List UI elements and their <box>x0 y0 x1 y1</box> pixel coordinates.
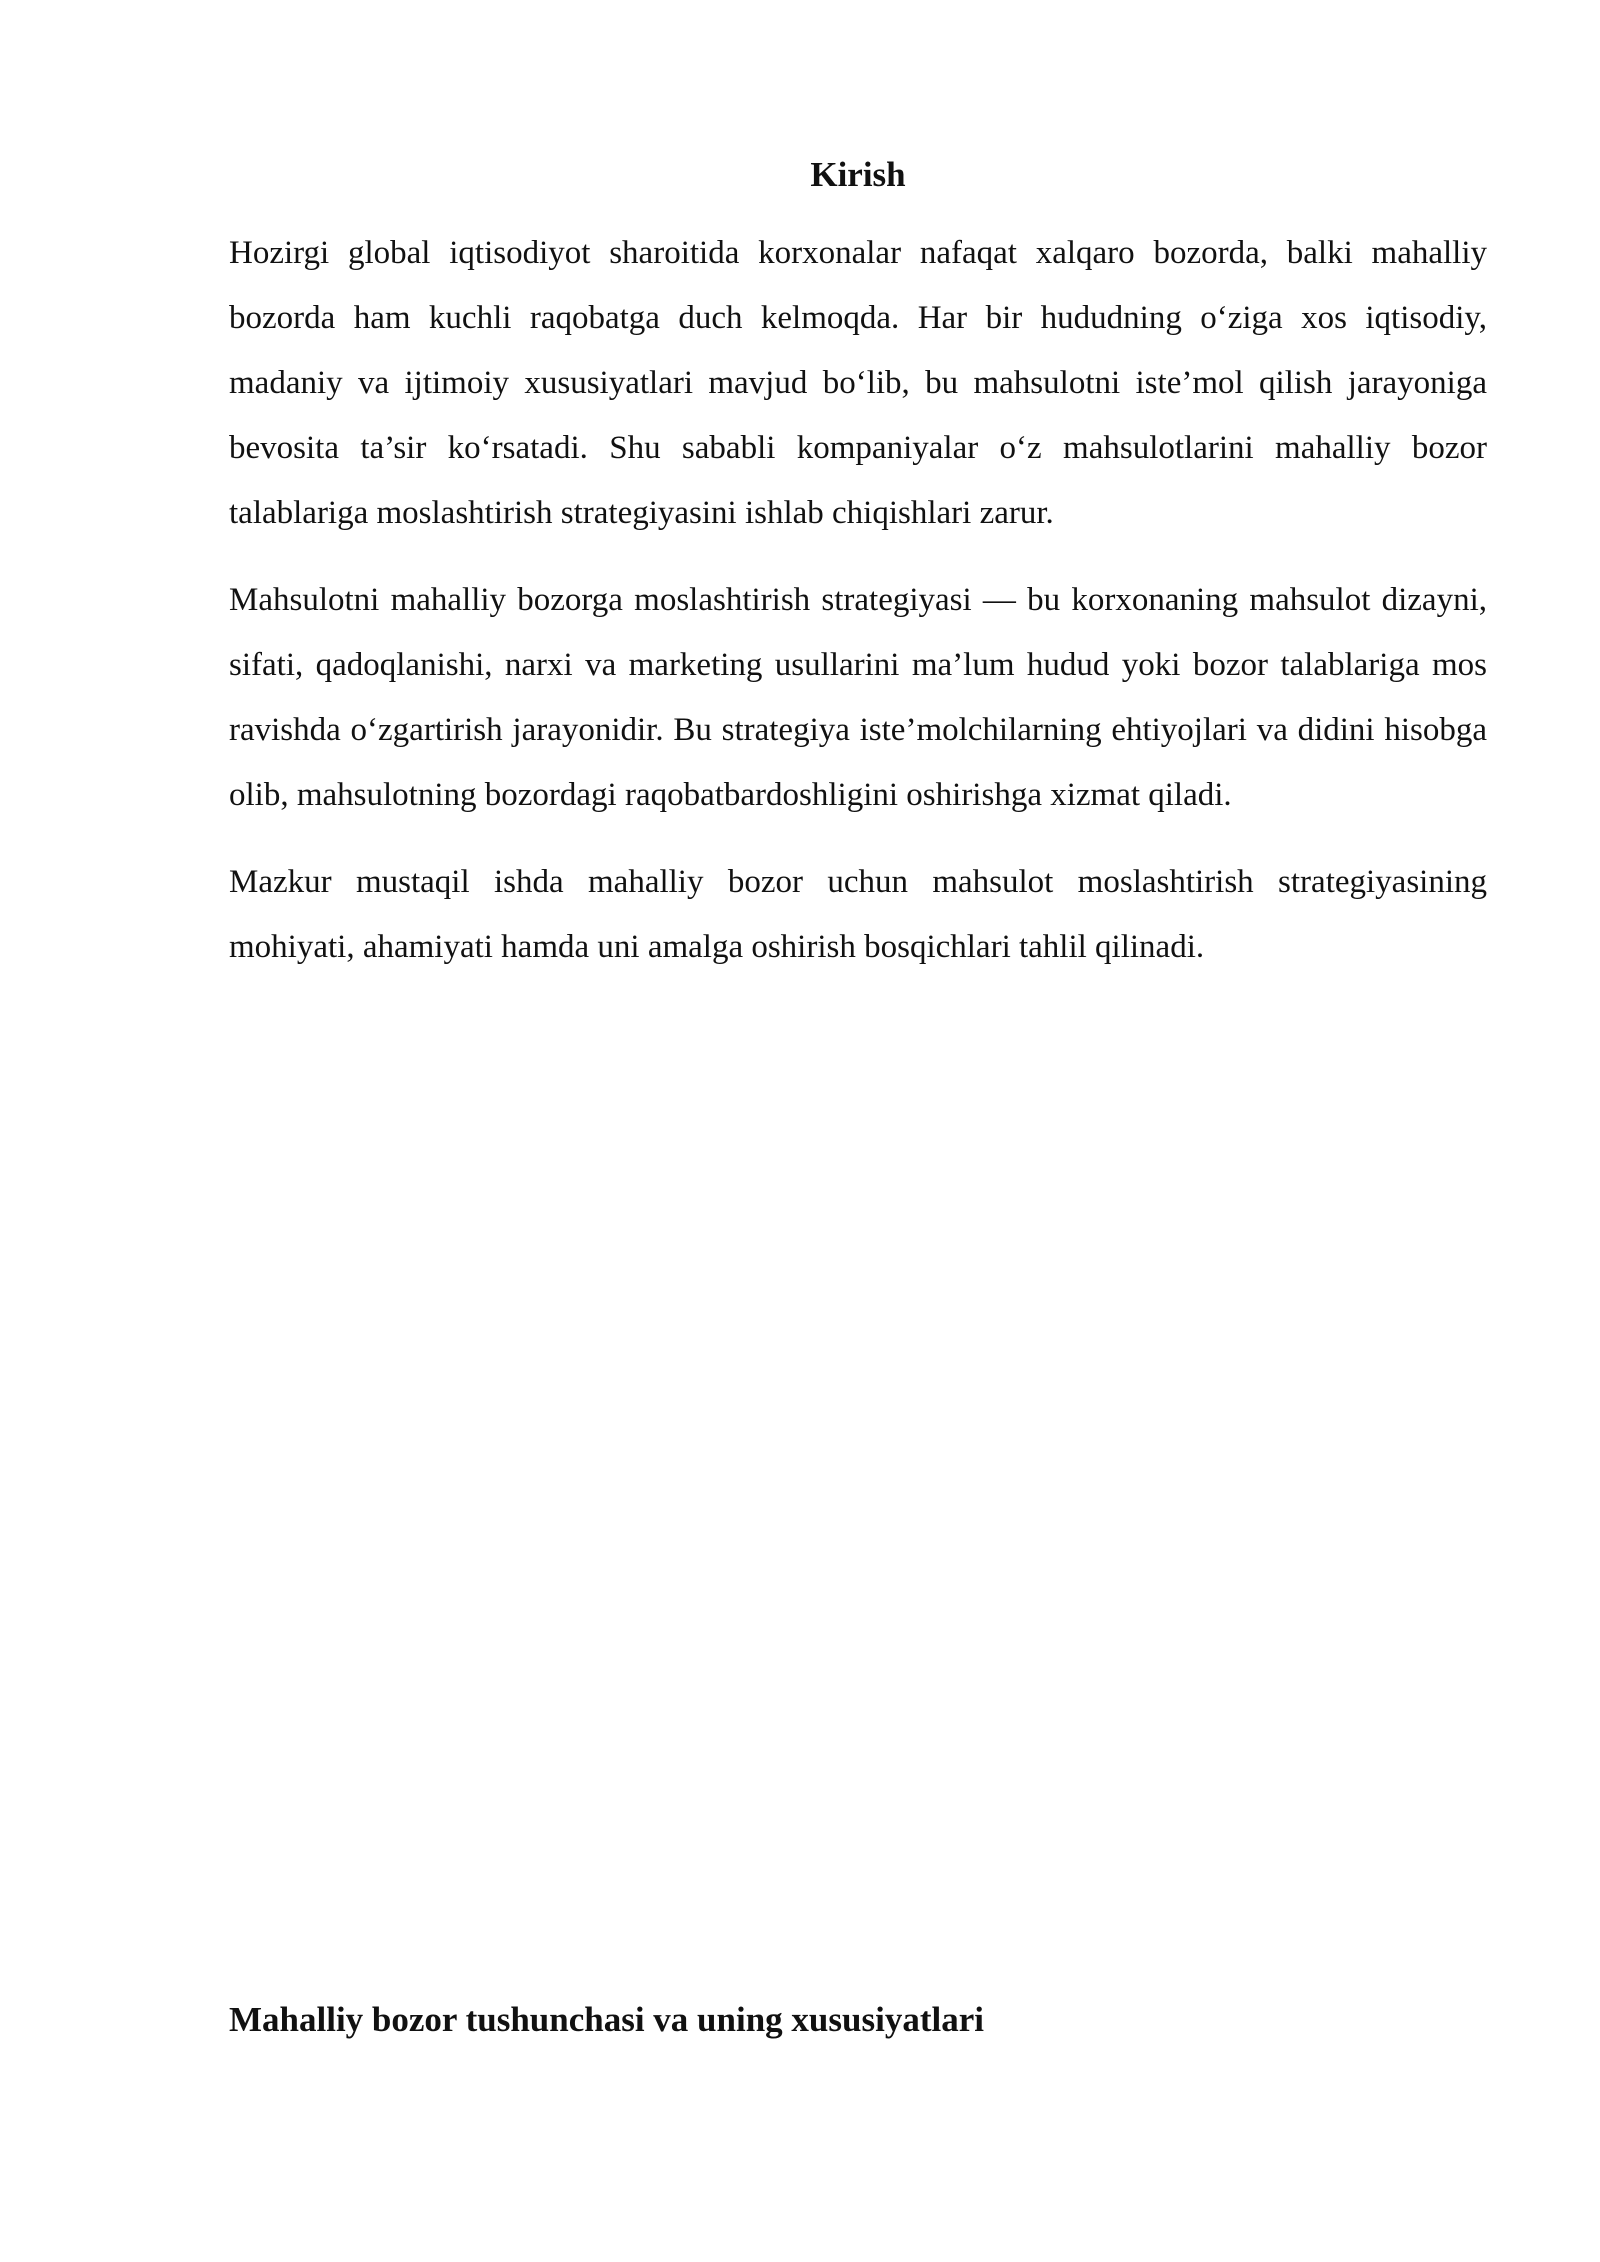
section-heading: Mahalliy bozor tushunchasi va uning xususiyatlari <box>229 2000 984 2039</box>
paragraph-3: Mazkur mustaqil ishda mahalliy bozor uchun mahsulot moslashtirish strategiyasining mohiyati, ahamiyati hamda uni amalga oshirish bosqichlari tahlil qilinadi. <box>229 864 1487 965</box>
document-body <box>229 145 1487 1002</box>
page-title: Kirish <box>810 155 906 194</box>
paragraph-1: Hozirgi global iqtisodiyot sharoitida korxonalar nafaqat xalqaro bozorda, balki mahalliy bozorda ham kuchli raqobatga duch kelmoqda. Har bir hududning o‘ziga xos iqtisodiy, madaniy va ijtimoiy xususiyatlari mavjud bo‘lib, bu mahsulotni iste’mol qilish jarayoniga bevosita ta’sir ko‘rsatadi. Shu sababli kompaniyalar o‘z mahsulotlarini mahalliy bozor talablariga moslashtirish strategiyasini ishlab chiqishlari zarur. <box>229 235 1487 531</box>
paragraph-2: Mahsulotni mahalliy bozorga moslashtirish strategiyasi — bu korxonaning mahsulot dizayni, sifati, qadoqlanishi, narxi va marketing usullarini ma’lum hudud yoki bozor talablariga mos ravishda o‘zgartirish jarayonidir. Bu strategiya iste’molchilarning ehtiyojlari va didini hisobga olib, mahsulotning bozordagi raqobatbardoshligini oshirishga xizmat qiladi. <box>229 582 1487 813</box>
